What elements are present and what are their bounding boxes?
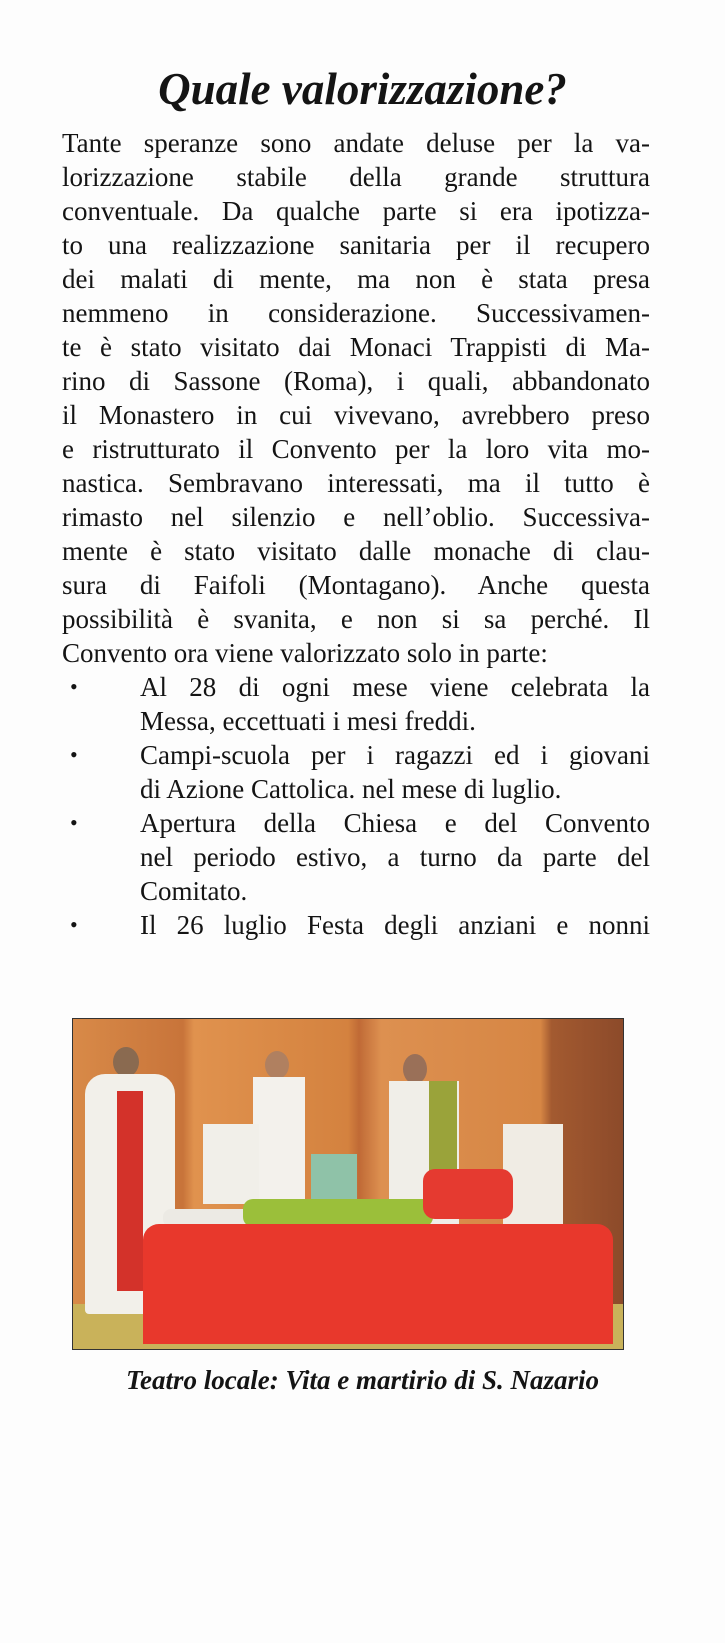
text-line: to una realizzazione sanitaria per il recupero <box>62 230 650 260</box>
text-line: dei malati di mente, ma non è stata presa <box>62 264 650 294</box>
page-title: Quale valorizzazione? <box>158 64 567 114</box>
bullet-icon: • <box>70 742 78 767</box>
text-line: Il 26 luglio Festa degli anziani e nonni <box>140 910 650 940</box>
text-line: rino di Sassone (Roma), i quali, abbandonato <box>62 366 650 396</box>
text-line: Al 28 di ogni mese viene celebrata la <box>140 672 650 702</box>
text-line: nel periodo estivo, a turno da parte del <box>140 842 650 872</box>
bullet-item <box>62 908 650 942</box>
text-line: e ristrutturato il Convento per la loro vita mo- <box>62 434 650 464</box>
text-line: Comitato. <box>140 876 248 906</box>
text-line: possibilità è svanita, e non si sa perché. Il <box>62 604 650 634</box>
bullet-item <box>62 670 650 738</box>
bullet-icon: • <box>70 810 78 835</box>
bullet-icon: • <box>70 912 78 937</box>
photo-caption: Teatro locale: Vita e martirio di S. Nazario <box>125 1365 600 1395</box>
text-line: rimasto nel silenzio e nell’oblio. Successiva- <box>62 502 650 532</box>
text-line: di Azione Cattolica. nel mese di luglio. <box>140 774 562 804</box>
text-line: conventuale. Da qualche parte si era ipotizza- <box>62 196 650 226</box>
text-line: nastica. Sembravano interessati, ma il tutto è <box>62 468 650 498</box>
text-line: Messa, eccettuati i mesi freddi. <box>140 706 476 736</box>
text-line: mente è stato visitato dalle monache di clau- <box>62 536 650 566</box>
bullet-item <box>62 806 650 908</box>
bullet-icon: • <box>70 674 78 699</box>
text-line: Tante speranze sono andate deluse per la va- <box>62 128 650 158</box>
theatre-photo <box>72 1018 624 1350</box>
text-line: lorizzazione stabile della grande struttura <box>62 162 650 192</box>
text-line: Apertura della Chiesa e del Convento <box>140 808 650 838</box>
text-line: Campi-scuola per i ragazzi ed i giovani <box>140 740 650 770</box>
text-line: nemmeno in considerazione. Successivamen- <box>62 298 650 328</box>
text-line: Convento ora viene valorizzato solo in parte: <box>62 638 548 668</box>
bullet-item <box>62 738 650 806</box>
text-line: te è stato visitato dai Monaci Trappisti di Ma- <box>62 332 650 362</box>
text-line: sura di Faifoli (Montagano). Anche questa <box>62 570 650 600</box>
body-text <box>62 126 650 942</box>
text-line: il Monastero in cui vivevano, avrebbero preso <box>62 400 650 430</box>
